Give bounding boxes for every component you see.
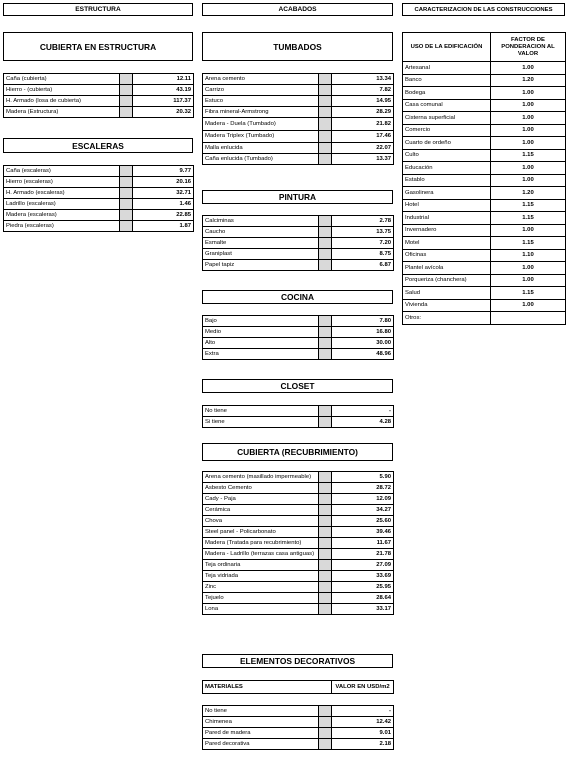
row-spacer: [319, 483, 332, 494]
row-spacer: [319, 85, 332, 96]
cocina-title: COCINA: [202, 290, 393, 304]
row-value: 27.09: [332, 560, 394, 571]
row-label: H. Armado (losa de cubierta): [4, 96, 120, 107]
row-label: Malla enlucida: [203, 143, 319, 154]
table-row: [403, 237, 566, 250]
row-value: 28.64: [332, 593, 394, 604]
table-row: [403, 287, 566, 300]
table-row: [203, 549, 394, 560]
row-value: 13.37: [332, 154, 394, 165]
row-spacer: [319, 118, 332, 131]
row-label: Graniplast: [203, 249, 319, 260]
table-row: [203, 338, 394, 349]
section-acabados: ACABADOS: [202, 3, 393, 16]
uso-label: Motel: [403, 237, 491, 250]
row-value: 2.18: [332, 739, 394, 750]
row-spacer: [120, 107, 133, 118]
tumbados-table: [202, 73, 394, 165]
row-spacer: [120, 166, 133, 177]
row-label: Alto: [203, 338, 319, 349]
row-value: 34.27: [332, 505, 394, 516]
row-label: Madera (Estructura): [4, 107, 120, 118]
row-spacer: [319, 227, 332, 238]
table-row: [203, 406, 394, 417]
row-label: Lona: [203, 604, 319, 615]
row-label: Papel tapiz: [203, 260, 319, 271]
row-label: Arena cemento (masillado impermeable): [203, 472, 319, 483]
row-value: 20.32: [133, 107, 194, 118]
table-row: [203, 516, 394, 527]
row-value: 48.96: [332, 349, 394, 360]
uso-label: Salud: [403, 287, 491, 300]
row-value: 17.46: [332, 130, 394, 143]
row-label: Piedra (escaleras): [4, 221, 120, 232]
row-spacer: [120, 221, 133, 232]
row-spacer: [319, 154, 332, 165]
table-row: [4, 210, 194, 221]
row-label: Zinc: [203, 582, 319, 593]
row-label: Si tiene: [203, 417, 319, 428]
factor-value: 1.00: [491, 162, 566, 175]
row-label: Fibra mineral-Armstrong: [203, 107, 319, 118]
row-value: 9.77: [133, 166, 194, 177]
factor-value: [491, 312, 566, 325]
row-value: 6.87: [332, 260, 394, 271]
table-row: [203, 143, 394, 154]
row-label: Teja ordinaria: [203, 560, 319, 571]
row-spacer: [120, 210, 133, 221]
row-label: Asbesto Cemento: [203, 483, 319, 494]
row-spacer: [319, 560, 332, 571]
row-value: 32.71: [133, 188, 194, 199]
row-label: Bajo: [203, 316, 319, 327]
uso-label: Cisterna superficial: [403, 112, 491, 125]
uso-label: Otros:: [403, 312, 491, 325]
table-row: [203, 728, 394, 739]
table-row: [403, 124, 566, 137]
uso-label: Casa comunal: [403, 99, 491, 112]
factor-value: 1.20: [491, 187, 566, 200]
table-row: [203, 349, 394, 360]
row-label: Hierro (escaleras): [4, 177, 120, 188]
table-row: [4, 188, 194, 199]
col-uso-edificacion: USO DE LA EDIFICACIÓN: [403, 33, 491, 62]
row-spacer: [319, 604, 332, 615]
row-value: 20.16: [133, 177, 194, 188]
row-spacer: [319, 327, 332, 338]
row-value: 43.19: [133, 85, 194, 96]
uso-label: Comercio: [403, 124, 491, 137]
row-spacer: [319, 316, 332, 327]
row-value: 22.07: [332, 143, 394, 154]
uso-label: Bodega: [403, 87, 491, 100]
cubierta-recubrimiento-table: [202, 471, 394, 615]
table-row: [203, 604, 394, 615]
row-label: Ladrillo (escaleras): [4, 199, 120, 210]
table-row: [203, 154, 394, 165]
row-value: 8.75: [332, 249, 394, 260]
factor-value: 1.15: [491, 237, 566, 250]
factor-value: 1.00: [491, 99, 566, 112]
row-spacer: [120, 85, 133, 96]
row-label: Caucho: [203, 227, 319, 238]
row-spacer: [319, 216, 332, 227]
row-label: H. Armado (escaleras): [4, 188, 120, 199]
row-spacer: [319, 505, 332, 516]
table-row: [203, 472, 394, 483]
uso-label: Culto: [403, 149, 491, 162]
row-label: Madera - Ladrillo (terrazas casa antiguas): [203, 549, 319, 560]
row-label: Pared de madera: [203, 728, 319, 739]
row-value: 39.46: [332, 527, 394, 538]
factor-value: 1.00: [491, 274, 566, 287]
row-spacer: [319, 107, 332, 118]
row-value: 117.37: [133, 96, 194, 107]
factor-value: 1.15: [491, 149, 566, 162]
row-spacer: [319, 593, 332, 604]
table-row: [203, 505, 394, 516]
factor-value: 1.00: [491, 299, 566, 312]
table-row: [203, 249, 394, 260]
section-estructura: ESTRUCTURA: [3, 3, 193, 16]
row-spacer: [319, 130, 332, 143]
row-value: -: [332, 706, 394, 717]
table-row: [4, 177, 194, 188]
uso-label: Gasolinera: [403, 187, 491, 200]
table-row: [403, 62, 566, 75]
elementos-decorativos-header: [202, 680, 394, 694]
table-row: [403, 99, 566, 112]
row-spacer: [319, 349, 332, 360]
row-spacer: [120, 188, 133, 199]
row-spacer: [319, 739, 332, 750]
row-label: No tiene: [203, 406, 319, 417]
row-label: No tiene: [203, 706, 319, 717]
row-label: Medio: [203, 327, 319, 338]
table-row: [4, 221, 194, 232]
cubierta-estructura-title: CUBIERTA EN ESTRUCTURA: [3, 32, 193, 61]
uso-label: Invernadero: [403, 224, 491, 237]
row-spacer: [319, 249, 332, 260]
escaleras-table: [3, 165, 194, 232]
row-label: Madera - Duela (Tumbado): [203, 118, 319, 131]
table-row: [403, 137, 566, 150]
row-label: Caña (cubierta): [4, 74, 120, 85]
table-row: [403, 187, 566, 200]
factor-value: 1.00: [491, 174, 566, 187]
table-row: [203, 560, 394, 571]
table-row: [203, 216, 394, 227]
table-row: [203, 227, 394, 238]
cubierta-estructura-table: [3, 73, 194, 118]
row-value: 11.67: [332, 538, 394, 549]
table-row: [403, 74, 566, 87]
factor-value: 1.00: [491, 124, 566, 137]
row-label: Esmalte: [203, 238, 319, 249]
factor-value: 1.00: [491, 112, 566, 125]
uso-label: Plantel avícola: [403, 262, 491, 275]
factor-value: 1.20: [491, 74, 566, 87]
table-row: [203, 260, 394, 271]
table-row: [203, 316, 394, 327]
row-value: 1.46: [133, 199, 194, 210]
table-row: [4, 107, 194, 118]
uso-label: Industrial: [403, 212, 491, 225]
row-spacer: [319, 74, 332, 85]
row-spacer: [319, 527, 332, 538]
row-value: 7.20: [332, 238, 394, 249]
escaleras-title: ESCALERAS: [3, 138, 193, 153]
table-row: [403, 112, 566, 125]
row-spacer: [319, 238, 332, 249]
uso-label: Hotel: [403, 199, 491, 212]
row-value: 7.80: [332, 316, 394, 327]
table-row: [403, 212, 566, 225]
row-label: Tejuelo: [203, 593, 319, 604]
row-spacer: [319, 494, 332, 505]
closet-title: CLOSET: [202, 379, 393, 393]
row-value: 9.01: [332, 728, 394, 739]
row-spacer: [319, 338, 332, 349]
table-row: [403, 199, 566, 212]
row-spacer: [319, 706, 332, 717]
row-value: -: [332, 406, 394, 417]
row-spacer: [319, 406, 332, 417]
row-spacer: [120, 177, 133, 188]
table-row: [203, 327, 394, 338]
factor-value: 1.00: [491, 262, 566, 275]
uso-label: Educación: [403, 162, 491, 175]
table-row: [203, 739, 394, 750]
row-value: 22.85: [133, 210, 194, 221]
table-row: [403, 87, 566, 100]
row-value: 13.75: [332, 227, 394, 238]
table-row: [403, 149, 566, 162]
row-spacer: [319, 260, 332, 271]
row-value: 21.78: [332, 549, 394, 560]
row-value: 1.87: [133, 221, 194, 232]
row-label: Chova: [203, 516, 319, 527]
row-value: 25.95: [332, 582, 394, 593]
row-label: Caña (escaleras): [4, 166, 120, 177]
elementos-decorativos-table: [202, 705, 394, 750]
col-valor: VALOR EN USD/m2: [332, 681, 394, 694]
table-row: [203, 527, 394, 538]
table-row: [203, 582, 394, 593]
row-label: Madera (escaleras): [4, 210, 120, 221]
row-value: 30.00: [332, 338, 394, 349]
table-row: [203, 571, 394, 582]
row-value: 12.09: [332, 494, 394, 505]
row-label: Pared decorativa: [203, 739, 319, 750]
col-factor-ponderacion: FACTOR DE PONDERACION AL VALOR: [491, 33, 566, 62]
tumbados-title: TUMBADOS: [202, 32, 393, 61]
table-row: [4, 85, 194, 96]
factor-value: 1.10: [491, 249, 566, 262]
row-spacer: [319, 538, 332, 549]
table-row: [203, 107, 394, 118]
row-value: 2.78: [332, 216, 394, 227]
table-row: [203, 593, 394, 604]
pintura-title: PINTURA: [202, 190, 393, 204]
row-value: 4.28: [332, 417, 394, 428]
row-label: Madera (Tratada para recubrimiento): [203, 538, 319, 549]
table-row: [4, 199, 194, 210]
table-row: [403, 174, 566, 187]
row-spacer: [319, 549, 332, 560]
row-value: 16.80: [332, 327, 394, 338]
table-row: [203, 706, 394, 717]
cocina-table: [202, 315, 394, 360]
row-value: 25.60: [332, 516, 394, 527]
uso-label: Establo: [403, 174, 491, 187]
table-row: [403, 224, 566, 237]
row-spacer: [319, 516, 332, 527]
row-label: Cerámica: [203, 505, 319, 516]
row-value: 28.29: [332, 107, 394, 118]
uso-label: Oficinas: [403, 249, 491, 262]
row-spacer: [120, 74, 133, 85]
cubierta-recubrimiento-title: CUBIERTA (RECUBRIMIENTO): [202, 443, 393, 461]
table-row: [403, 262, 566, 275]
row-label: Hierro - (cubierta): [4, 85, 120, 96]
row-spacer: [120, 96, 133, 107]
table-row: [4, 74, 194, 85]
row-value: 14.95: [332, 96, 394, 107]
row-spacer: [319, 717, 332, 728]
col-materiales: MATERIALES: [203, 681, 332, 694]
table-row: [403, 249, 566, 262]
factor-value: 1.15: [491, 199, 566, 212]
table-row: [203, 74, 394, 85]
row-spacer: [319, 571, 332, 582]
table-row: [403, 312, 566, 325]
row-value: 28.72: [332, 483, 394, 494]
table-row: [203, 238, 394, 249]
section-caracterizacion: CARACTERIZACION DE LAS CONSTRUCCIONES: [402, 3, 565, 16]
row-value: 12.11: [133, 74, 194, 85]
row-value: 21.82: [332, 118, 394, 131]
row-spacer: [319, 582, 332, 593]
row-label: Calciminas: [203, 216, 319, 227]
elementos-decorativos-title: ELEMENTOS DECORATIVOS: [202, 654, 393, 668]
factor-value: 1.00: [491, 137, 566, 150]
uso-label: Cuarto de ordeño: [403, 137, 491, 150]
caracterizacion-table: [402, 32, 566, 325]
row-value: 5.90: [332, 472, 394, 483]
row-label: Madera Triplex (Tumbado): [203, 130, 319, 143]
row-spacer: [319, 143, 332, 154]
table-row: [403, 299, 566, 312]
table-row: [203, 717, 394, 728]
pintura-table: [202, 215, 394, 271]
factor-value: 1.15: [491, 287, 566, 300]
uso-label: Porqueriza (chanchera): [403, 274, 491, 287]
table-row: [203, 417, 394, 428]
row-label: Chimenea: [203, 717, 319, 728]
factor-value: 1.15: [491, 212, 566, 225]
table-row: [203, 85, 394, 96]
table-row: [203, 118, 394, 131]
factor-value: 1.00: [491, 62, 566, 75]
row-label: Carrizo: [203, 85, 319, 96]
table-row: [203, 483, 394, 494]
row-value: 13.34: [332, 74, 394, 85]
uso-label: Artesanal: [403, 62, 491, 75]
row-label: Steel panel - Policarbonato: [203, 527, 319, 538]
factor-value: 1.00: [491, 87, 566, 100]
table-row: [203, 96, 394, 107]
table-row: [4, 96, 194, 107]
row-label: Arena cemento: [203, 74, 319, 85]
row-label: Extra: [203, 349, 319, 360]
table-row: [203, 538, 394, 549]
uso-label: Vivienda: [403, 299, 491, 312]
row-spacer: [319, 472, 332, 483]
row-value: 33.69: [332, 571, 394, 582]
closet-table: [202, 405, 394, 428]
row-spacer: [120, 199, 133, 210]
row-label: Teja vidriada: [203, 571, 319, 582]
row-label: Estuco: [203, 96, 319, 107]
row-label: Caña enlucida (Tumbado): [203, 154, 319, 165]
row-spacer: [319, 96, 332, 107]
table-row: [203, 494, 394, 505]
row-value: 12.42: [332, 717, 394, 728]
table-row: [403, 274, 566, 287]
row-value: 7.82: [332, 85, 394, 96]
row-spacer: [319, 417, 332, 428]
uso-label: Banco: [403, 74, 491, 87]
table-row: [403, 162, 566, 175]
row-value: 33.17: [332, 604, 394, 615]
row-label: Cady - Paja: [203, 494, 319, 505]
row-spacer: [319, 728, 332, 739]
table-row: [203, 130, 394, 143]
table-row: [4, 166, 194, 177]
factor-value: 1.00: [491, 224, 566, 237]
